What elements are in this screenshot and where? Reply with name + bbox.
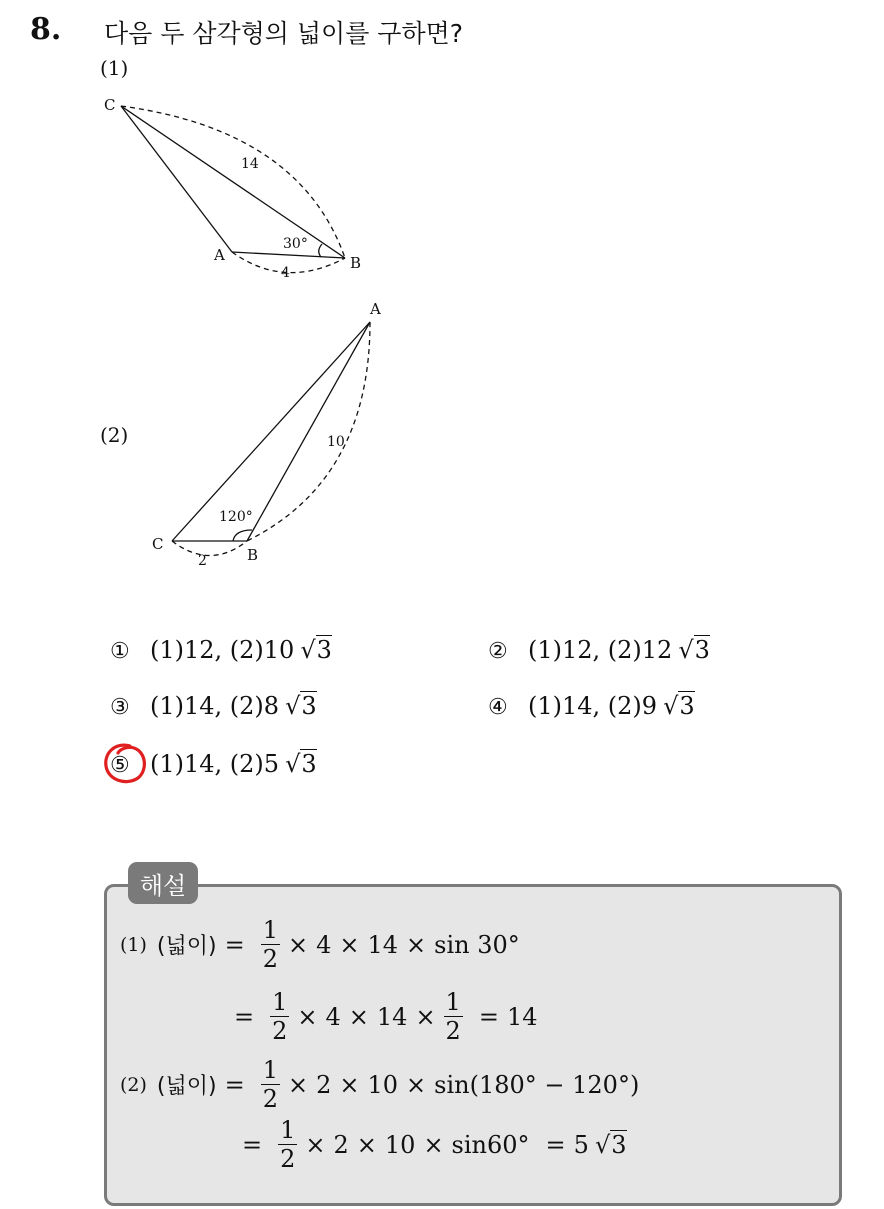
vertex-a-label: A [214,246,225,264]
answer-circle-mark [100,738,152,790]
vertex-b-label: B [350,254,362,272]
solution-line-4: = $\frac{1}{2}$ × 2 × 10 × sin60° = 5 √3 [242,1116,627,1173]
segment-ab [232,252,345,258]
vertex-b-label: B [247,546,259,564]
choice-marker: ② [488,639,508,664]
sqrt: √3 [285,692,317,720]
segment-ca [121,106,232,252]
choice-text: (1)12, (2)12 [528,636,673,664]
solution-tag: 해설 [128,862,198,904]
triangle-figures [0,0,884,600]
choice-1[interactable] [110,636,332,664]
angle-b-label: 120° [219,509,253,525]
sub-question-2-label: (2) [100,423,129,447]
solution-line-1: (1) (넓이) = $\frac{1}{2}$ × 4 × 14 × sin 30° [120,916,520,973]
sqrt: √3 [678,636,710,664]
vertex-c-label: C [152,535,164,553]
question-text: 다음 두 삼각형의 넓이를 구하면? [104,19,464,48]
choice-text: (1)14, (2)9 [528,692,658,720]
length-ab-label: 10 [327,434,345,450]
choice-2[interactable] [488,636,710,664]
choice-marker: ③ [110,695,130,720]
length-cb-label: 14 [241,156,259,172]
choice-marker: ④ [488,695,508,720]
sqrt: √3 [663,692,695,720]
sub-question-1-label: (1) [100,56,129,80]
choice-marker: ① [110,639,130,664]
length-cb-label: 2 [198,553,207,569]
sqrt: √3 [285,750,317,778]
triangle-1 [121,106,345,273]
question-number: 8. [30,12,62,47]
choice-text: (1)14, (2)8 [150,692,280,720]
choice-4[interactable] [488,692,695,720]
solution-line-3: (2) (넓이) = $\frac{1}{2}$ × 2 × 10 × sin(180° − 120°) [120,1056,640,1113]
choice-3[interactable] [110,692,317,720]
segment-ac [172,322,370,541]
angle-mark-b [319,244,322,257]
length-ab-label: 4 [281,265,290,281]
dashed-arc-cb [172,541,247,556]
vertex-a-label: A [370,300,381,318]
sqrt: √3 [300,636,332,664]
vertex-c-label: C [104,96,116,114]
angle-b-label: 30° [283,236,308,252]
choice-text: (1)12, (2)10 [150,636,295,664]
choice-marker: ⑤ [110,753,130,778]
solution-line-2: = $\frac{1}{2}$ × 4 × 14 × $\frac{1}{2}$ = 14 [234,988,538,1045]
choice-text: (1)14, (2)5 [150,750,280,778]
segment-cb [121,106,345,258]
